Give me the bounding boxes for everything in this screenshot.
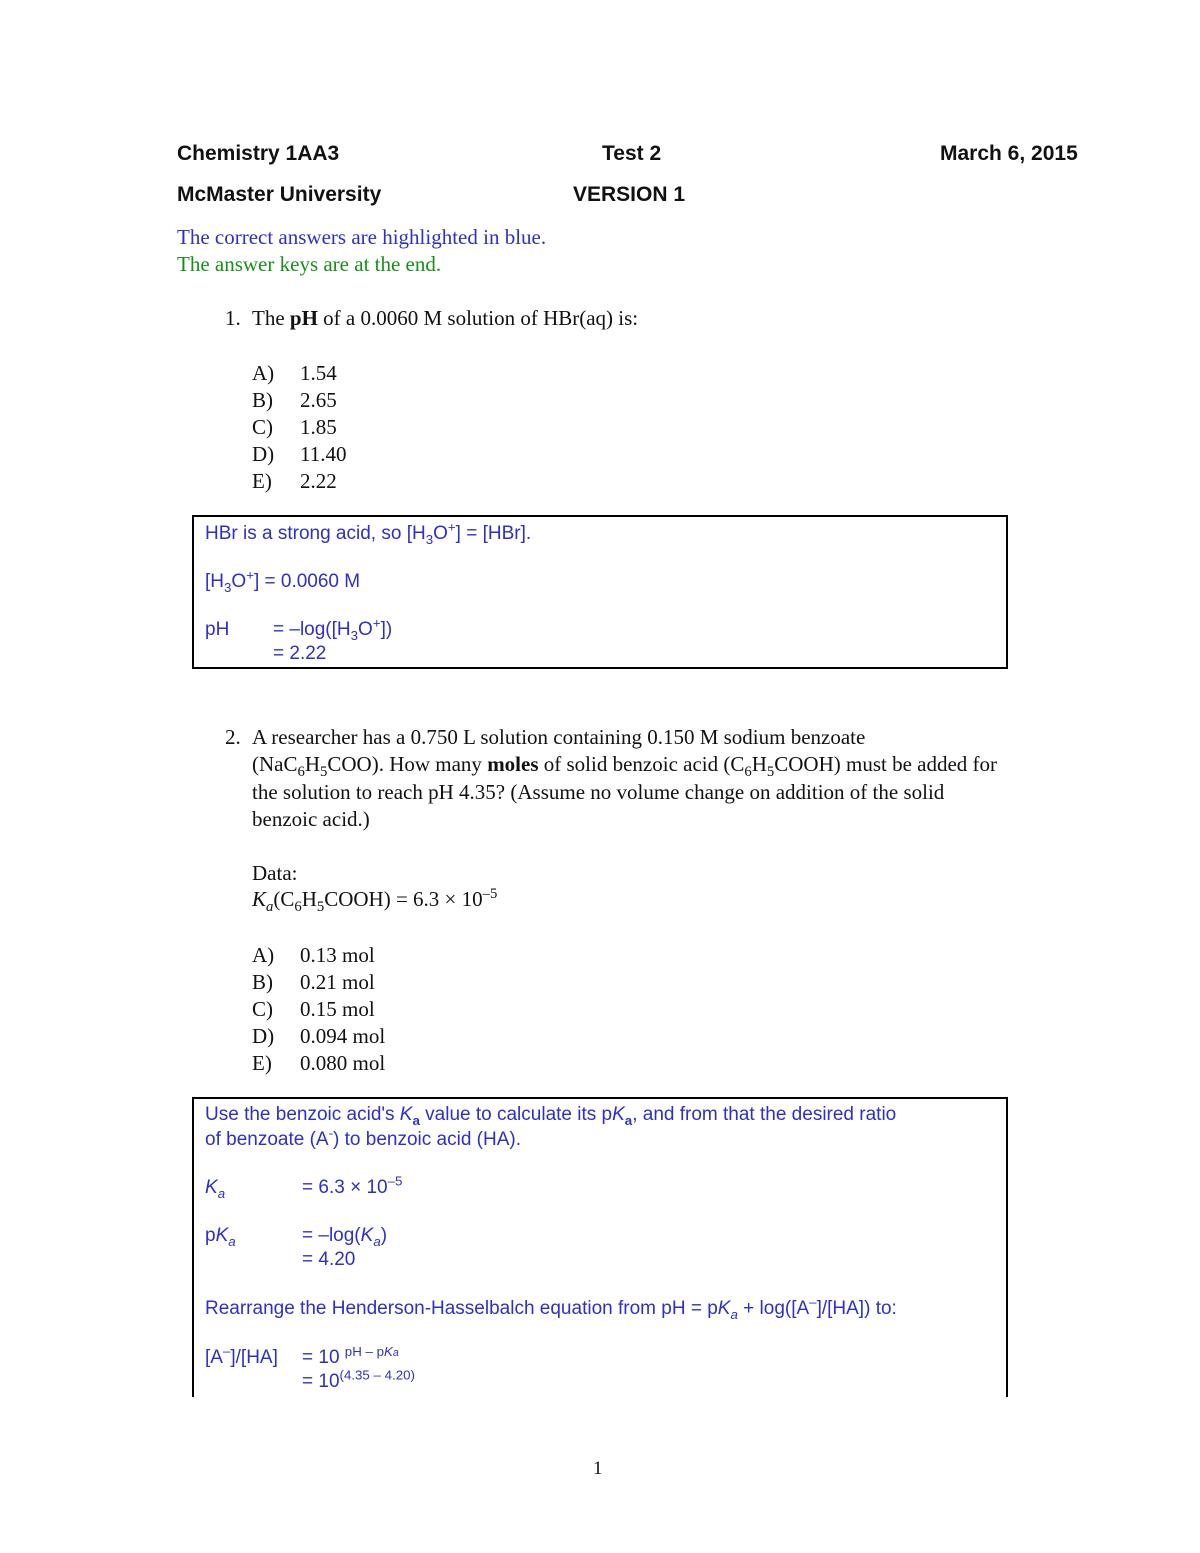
- course-title: Chemistry 1AA3: [177, 142, 340, 165]
- q2-sol-ratio-label: [A–]/[HA]: [205, 1343, 278, 1368]
- test-title: Test 2: [602, 142, 662, 165]
- q1-sol-line-4: = 2.22: [273, 643, 327, 664]
- q2-option-c: C) 0.15 mol: [252, 997, 375, 1021]
- q1-solution-box: [192, 515, 1008, 669]
- q2-sol-ka-label: $K_a$: [205, 1177, 226, 1201]
- q1-option-a: A) 1.54: [252, 361, 337, 385]
- highlight-note: The correct answers are highlighted in blue.: [177, 225, 547, 249]
- question-2-number: 2.: [225, 725, 241, 749]
- q2-sol-para-1: Use the benzoic acid's $K_a$ value to calculate its $pK_a$, and from that the desired ratio: [205, 1104, 897, 1128]
- q2-sol-ratio-line-1: = 10 $^{pH - pKa}$: [302, 1343, 399, 1368]
- q1-sol-line-2: $[H_3O^+] = 0.0060$ M: [205, 567, 361, 595]
- q2-sol-para-2: of benzoate (A-) to benzoic acid (HA).: [205, 1125, 521, 1150]
- question-2-line-1: A researcher has a 0.750 L solution containing 0.150 M sodium benzoate: [252, 725, 866, 749]
- q2-option-b: B) 0.21 mol: [252, 970, 375, 994]
- test-date: March 6, 2015: [940, 142, 1078, 165]
- q1-option-c: C) 1.85: [252, 415, 337, 439]
- q1-option-d: D) 11.40: [252, 442, 347, 466]
- q2-sol-pka-label: $pK_a$: [205, 1225, 236, 1249]
- version-label: VERSION 1: [573, 183, 686, 206]
- q1-sol-line-1: HBr is a strong acid, so $[H_3O^+] = [HBr]$.: [205, 519, 532, 547]
- university-name: McMaster University: [177, 183, 382, 206]
- question-1-number: 1.: [225, 306, 241, 330]
- question-1-text: The pH of a 0.0060 M solution of HBr(aq) is:: [252, 306, 639, 330]
- q2-option-e-correct: E) 0.080 mol: [252, 1051, 386, 1075]
- question-2-line-3: the solution to reach pH 4.35? (Assume no volume change on addition of the solid: [252, 780, 945, 804]
- q2-sol-hh-text: Rearrange the Henderson-Hasselbalch equation from pH = $pK_a + \log([A^-]/[HA])$ to:: [205, 1294, 897, 1322]
- question-2-line-2: $(NaC_6H_5COO)$. How many moles of solid benzoic acid $(C_6H_5COOH)$ must be added for: [252, 752, 998, 781]
- q2-sol-ratio-line-2: = $10^{(4.35 - 4.20)}$: [302, 1367, 415, 1392]
- q1-sol-line-3: = $-\log([H_3O^+])$: [273, 615, 393, 643]
- q2-data-ka: $K_a(C_6H_5COOH) = 6.3 \times 10^{-5}$: [252, 886, 498, 916]
- q1-option-e-correct: E) 2.22: [252, 469, 337, 493]
- q2-sol-pka-formula: = $-\log(K_a)$: [302, 1225, 388, 1249]
- page-number: 1: [593, 1458, 603, 1479]
- q2-option-a: A) 0.13 mol: [252, 943, 375, 967]
- q2-data-label: Data:: [252, 861, 298, 885]
- q1-sol-ph-label: pH: [205, 619, 230, 640]
- question-2-line-4: benzoic acid.): [252, 807, 370, 831]
- q2-solution-box: [192, 1097, 1008, 1397]
- q2-sol-pka-value: = 4.20: [302, 1249, 356, 1270]
- q2-sol-ka-value: = $6.3 \times 10^{-5}$: [302, 1173, 403, 1198]
- q1-option-b: B) 2.65: [252, 388, 337, 412]
- answer-key-note: The answer keys are at the end.: [177, 252, 442, 276]
- q2-option-d: D) 0.094 mol: [252, 1024, 386, 1048]
